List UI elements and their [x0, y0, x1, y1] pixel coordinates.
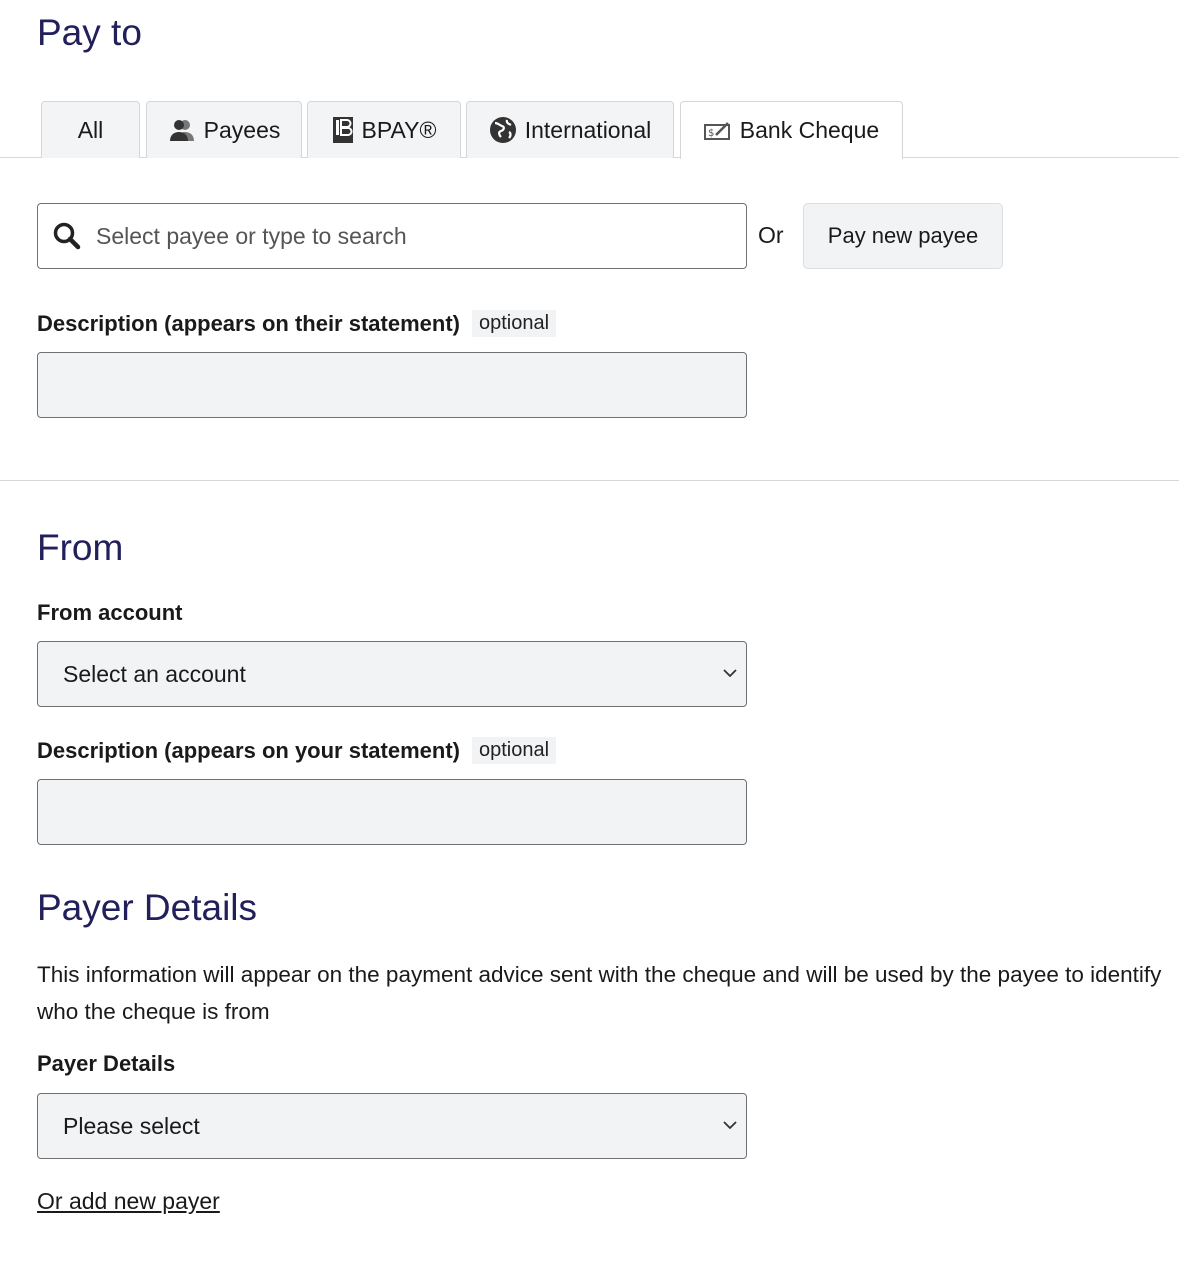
section-divider: [0, 480, 1179, 481]
globe-icon: [489, 116, 517, 144]
tab-payees[interactable]: [146, 101, 302, 158]
chevron-down-icon: [722, 1116, 738, 1134]
payer-info-text: This information will appear on the payment advice sent with the cheque and will be used by the payee to identify who the cheque is from: [37, 962, 1162, 1024]
svg-text:$: $: [707, 127, 715, 139]
your-description-input[interactable]: [37, 779, 747, 845]
payer-details-label: Payer Details: [37, 1051, 176, 1076]
from-account-select[interactable]: [37, 641, 747, 707]
tab-label: International: [524, 116, 652, 143]
payee-search-input[interactable]: [37, 203, 747, 269]
optional-badge: optional: [472, 737, 556, 764]
search-placeholder: Select payee or type to search: [96, 222, 407, 249]
pay-to-heading: Pay to: [37, 12, 142, 53]
pay-new-payee-button[interactable]: Pay new payee: [803, 203, 1003, 269]
tab-bank-cheque[interactable]: [680, 101, 903, 159]
optional-badge: optional: [472, 310, 556, 337]
bpay-icon: [332, 116, 354, 144]
label-text: Description (appears on your statement): [37, 737, 460, 763]
payer-details-heading: Payer Details: [37, 887, 258, 928]
their-description-label: [37, 310, 556, 337]
tab-label: All: [77, 116, 104, 143]
payees-icon: [168, 117, 196, 143]
tab-label: BPAY®: [361, 116, 437, 143]
select-value: Please select: [63, 1112, 200, 1139]
from-account-label: From account: [37, 600, 183, 625]
from-heading: From: [37, 527, 124, 568]
cheque-icon: [704, 121, 732, 141]
tab-label: Bank Cheque: [739, 117, 880, 143]
chevron-down-icon: [722, 664, 738, 682]
payer-details-select[interactable]: [37, 1093, 747, 1159]
tab-international[interactable]: [466, 101, 674, 158]
their-description-input[interactable]: [37, 352, 747, 418]
label-text: Description (appears on their statement): [37, 310, 460, 336]
search-icon: [52, 221, 82, 251]
select-value: Select an account: [63, 660, 246, 687]
add-new-payer-link[interactable]: Or add new payer: [37, 1188, 220, 1214]
tab-bpay[interactable]: [307, 101, 461, 158]
your-description-label: [37, 737, 556, 764]
tab-label: Payees: [203, 116, 281, 143]
or-text: Or: [758, 222, 784, 248]
tab-all[interactable]: [41, 101, 140, 158]
